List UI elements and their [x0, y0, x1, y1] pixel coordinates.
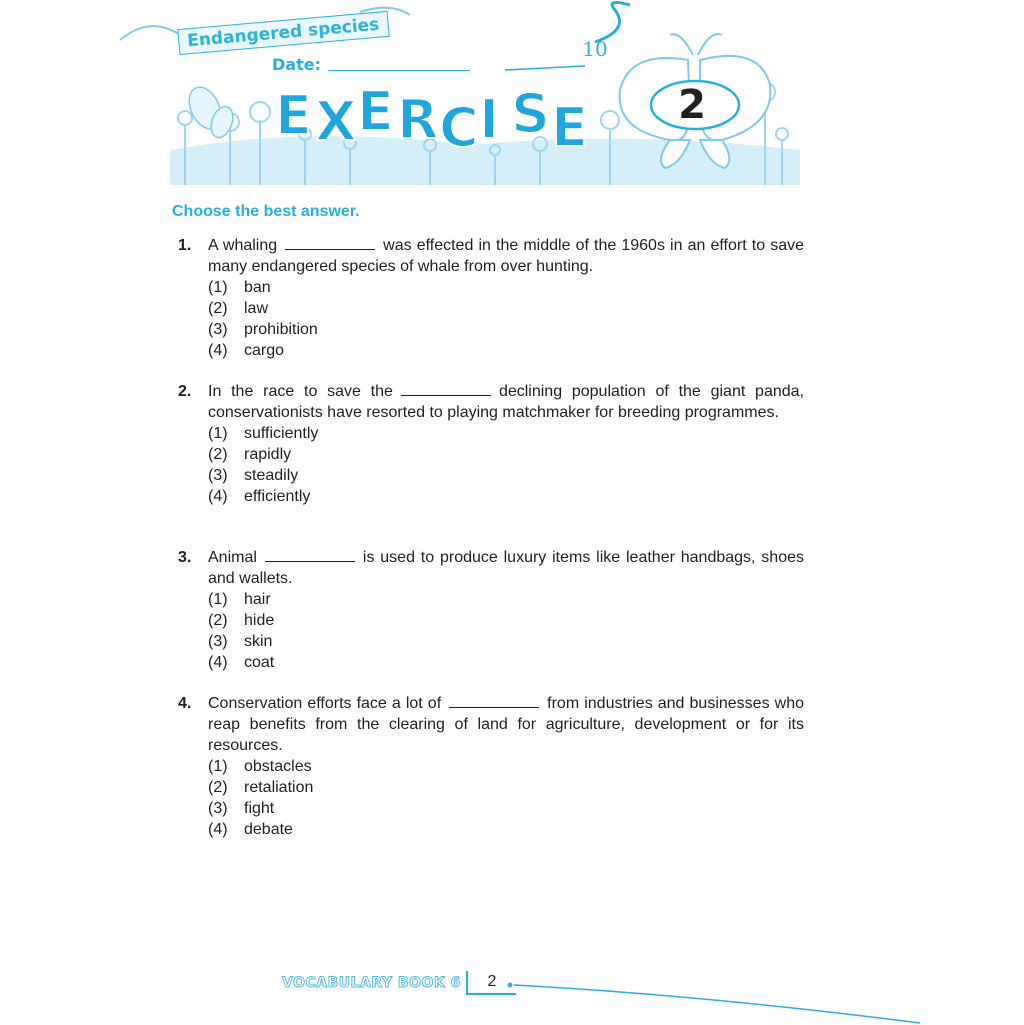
exercise-letter: R	[397, 88, 439, 151]
option[interactable]	[208, 465, 804, 486]
question-text-before: Animal	[208, 549, 257, 566]
option[interactable]	[208, 277, 804, 298]
option-number: (1)	[208, 758, 228, 775]
option-text: coat	[244, 654, 275, 671]
question-text-before: Conservation efforts face a lot of	[208, 695, 442, 712]
question-text-after: declining population of the giant panda, conservationists have resorted to playing matchmaker for breeding programmes.	[208, 383, 804, 421]
question-number: 3.	[178, 549, 192, 566]
option-text: obstacles	[244, 758, 312, 775]
option[interactable]	[208, 589, 804, 610]
options-list	[208, 756, 804, 840]
option[interactable]	[208, 340, 804, 361]
option[interactable]	[208, 610, 804, 631]
option-text: prohibition	[244, 321, 318, 338]
question-text-before: A whaling	[208, 237, 278, 254]
topic-banner: Endangered species	[177, 11, 389, 55]
option[interactable]	[208, 631, 804, 652]
option[interactable]	[208, 423, 804, 444]
instruction: Choose the best answer.	[172, 203, 360, 220]
page-tag: 10	[582, 37, 608, 61]
option-number: (2)	[208, 300, 228, 317]
date-label: Date:	[272, 55, 321, 74]
option-number: (4)	[208, 654, 228, 671]
option-number: (2)	[208, 779, 228, 796]
question-text	[208, 693, 804, 756]
option-text: cargo	[244, 342, 285, 359]
option-text: efficiently	[244, 488, 311, 505]
option[interactable]	[208, 486, 804, 507]
exercise-letter: E	[357, 80, 394, 143]
option-text: retaliation	[244, 779, 314, 796]
option-text: hide	[244, 612, 275, 629]
option[interactable]	[208, 444, 804, 465]
option-text: steadily	[244, 467, 299, 484]
question-text-after: was effected in the middle of the 1960s in an effort to save many endangered species of whale from over hunting.	[208, 237, 804, 275]
answer-blank[interactable]	[449, 695, 539, 708]
option[interactable]	[208, 298, 804, 319]
exercise-letter: C	[439, 96, 479, 159]
footer-page-number: 2	[466, 971, 516, 995]
option-text: fight	[244, 800, 275, 817]
exercise-letter: X	[315, 90, 357, 153]
option[interactable]	[208, 777, 804, 798]
option-number: (3)	[208, 467, 228, 484]
option-text: hair	[244, 591, 271, 608]
option[interactable]	[208, 319, 804, 340]
answer-blank[interactable]	[265, 549, 355, 562]
option-text: law	[244, 300, 269, 317]
question-2	[178, 381, 804, 507]
footer-book-title: VOCABULARY BOOK 6	[282, 975, 461, 991]
option-text: debate	[244, 821, 293, 838]
question-4	[178, 693, 804, 840]
option-number: (3)	[208, 800, 228, 817]
question-text-after: is used to produce luxury items like leather handbags, shoes and wallets.	[208, 549, 804, 587]
option-number: (4)	[208, 342, 228, 359]
option[interactable]	[208, 798, 804, 819]
question-number: 1.	[178, 237, 192, 254]
option-number: (1)	[208, 279, 228, 296]
question-3	[178, 547, 804, 673]
exercise-number: 2	[678, 82, 706, 128]
options-list	[208, 277, 804, 361]
option-number: (3)	[208, 321, 228, 338]
option-number: (2)	[208, 612, 228, 629]
footer-decoration	[500, 975, 920, 1025]
option-text: skin	[244, 633, 273, 650]
exercise-letter: E	[551, 96, 588, 159]
question-text-before: In the race to save the	[208, 383, 393, 400]
option-number: (2)	[208, 446, 228, 463]
options-list	[208, 423, 804, 507]
question-1	[178, 235, 804, 361]
option[interactable]	[208, 652, 804, 673]
exercise-heading	[275, 78, 605, 159]
question-text	[208, 381, 804, 423]
options-list	[208, 589, 804, 673]
answer-blank[interactable]	[401, 383, 491, 396]
option-number: (3)	[208, 633, 228, 650]
question-number: 2.	[178, 383, 192, 400]
option-text: rapidly	[244, 446, 292, 463]
option-number: (1)	[208, 591, 228, 608]
option-number: (1)	[208, 425, 228, 442]
date-field-line	[328, 70, 470, 71]
option[interactable]	[208, 819, 804, 840]
option-text: ban	[244, 279, 271, 296]
question-text	[208, 547, 804, 589]
option-number: (4)	[208, 821, 228, 838]
option-number: (4)	[208, 488, 228, 505]
question-text	[208, 235, 804, 277]
question-number: 4.	[178, 695, 192, 712]
option-text: sufficiently	[244, 425, 319, 442]
exercise-letter: I	[479, 88, 500, 151]
answer-blank[interactable]	[285, 237, 375, 250]
exercise-letter: E	[275, 84, 312, 147]
question-text-after: from industries and businesses who reap benefits from the clearing of land for agriculture, development or for its resources.	[208, 695, 804, 754]
exercise-letter: S	[511, 82, 550, 145]
option[interactable]	[208, 756, 804, 777]
